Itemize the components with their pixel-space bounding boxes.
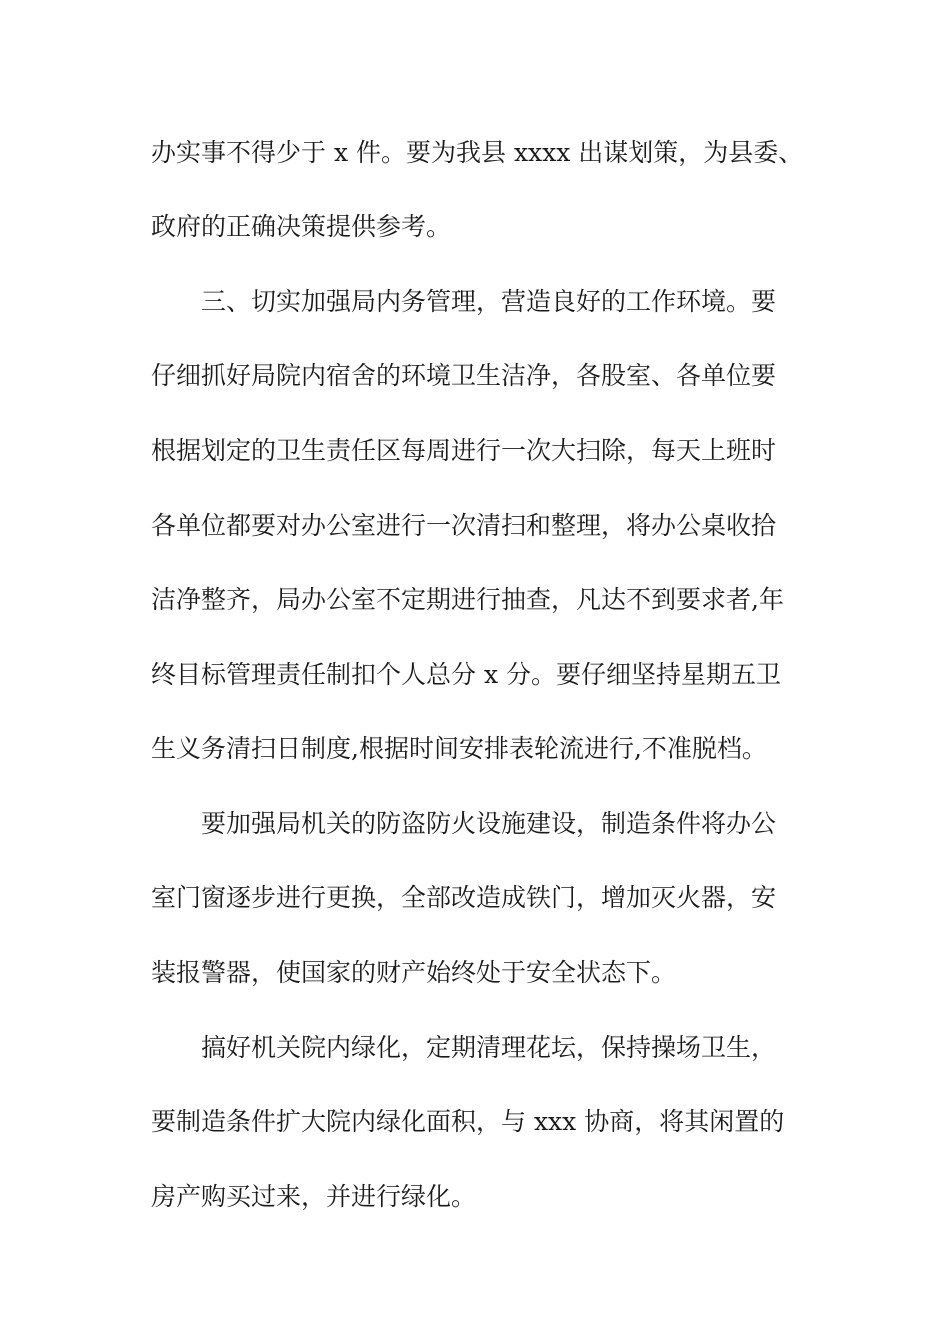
text-line: [0, 729, 950, 769]
paragraph-first-line: [0, 1028, 950, 1068]
text-line-content: 要制造条件扩大院内绿化面积，与 xxx 协商，将其闲置的: [151, 1107, 785, 1136]
paragraph-first-line: [0, 804, 950, 844]
text-line: [0, 1102, 950, 1142]
text-line-content: 室门窗逐步进行更换，全部改造成铁门，增加灭火器，安: [151, 883, 777, 912]
text-line: [0, 878, 950, 918]
text-line: [0, 356, 950, 396]
text-line: [0, 506, 950, 546]
text-line: [0, 133, 950, 173]
text-line: [0, 953, 950, 993]
text-line-content: 洁净整齐，局办公室不定期进行抽查，凡达不到要求者,年: [151, 585, 784, 614]
text-line: [0, 655, 950, 695]
text-line-content: 三、切实加强局内务管理，营造良好的工作环境。要: [201, 287, 777, 316]
text-line-content: 装报警器，使国家的财产始终处于安全状态下。: [151, 958, 677, 987]
text-line: [0, 580, 950, 620]
text-line: [0, 431, 950, 471]
text-line-content: 仔细抓好局院内宿舍的环境卫生洁净，各股室、各单位要: [151, 361, 777, 390]
text-line-content: 要加强局机关的防盗防火设施建设，制造条件将办公: [201, 809, 777, 838]
text-line-content: 生义务清扫日制度,根据时间安排表轮流进行,不准脱档。: [151, 734, 767, 763]
text-line-content: 各单位都要对办公室进行一次清扫和整理，将办公桌收拾: [151, 511, 777, 540]
text-line-content: 终目标管理责任制扣个人总分 x 分。要仔细坚持星期五卫: [151, 660, 781, 689]
text-line: [0, 207, 950, 247]
text-line-content: 政府的正确决策提供参考。: [151, 212, 452, 241]
text-line: [0, 1177, 950, 1217]
text-line-content: 根据划定的卫生责任区每周进行一次大扫除，每天上班时: [151, 436, 777, 465]
text-line-content: 办实事不得少于 x 件。要为我县 xxxx 出谋划策，为县委、: [151, 138, 804, 167]
text-line-content: 搞好机关院内绿化，定期清理花坛，保持操场卫生，: [201, 1033, 777, 1062]
paragraph-first-line: [0, 282, 950, 322]
text-line-content: 房产购买过来，并进行绿化。: [151, 1182, 477, 1211]
